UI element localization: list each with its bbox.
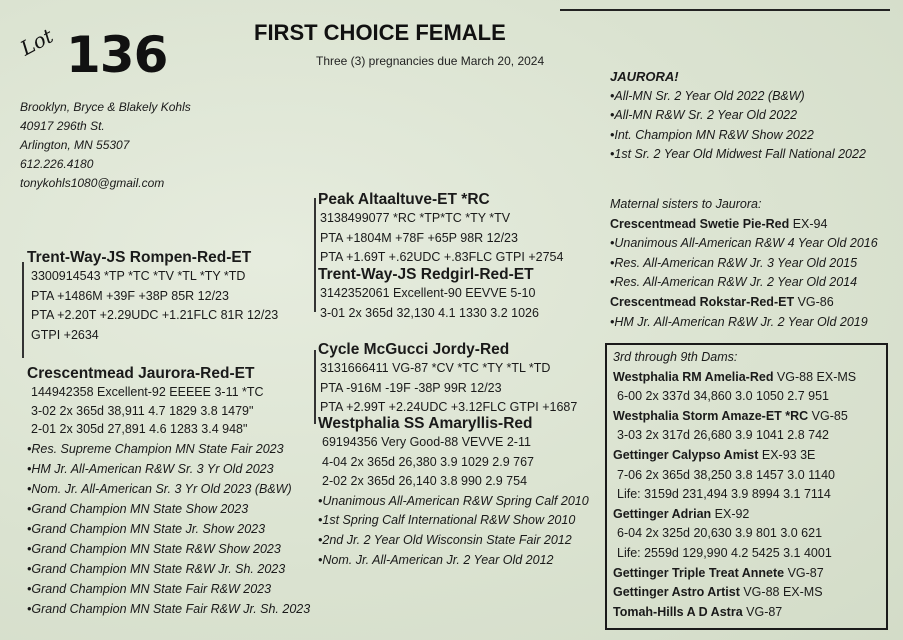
dam-ancestor-score: VG-85 <box>808 408 848 423</box>
page-subtitle: Three (3) pregnancies due March 20, 2024 <box>316 54 545 68</box>
pedigree-connector <box>314 198 316 312</box>
sire-block <box>27 248 278 345</box>
dam-entry <box>613 505 856 525</box>
sister-name: Crescentmead Swetie Pie-Red <box>610 216 790 231</box>
dam-entry <box>613 368 856 388</box>
page-title: FIRST CHOICE FEMALE <box>254 20 506 45</box>
dam-honor: •Grand Champion MN State Show 2023 <box>27 501 249 516</box>
dam-sire-block <box>318 340 577 418</box>
sire-line: 3300914543 *TP *TC *TV *TL *TY *TD <box>31 269 246 283</box>
dam-entry <box>613 583 856 603</box>
sire-line: PTA +1486M +39F +38P 85R 12/23 <box>31 288 229 303</box>
dam-ancestor-name: Gettinger Astro Artist <box>613 585 740 600</box>
jaurora-title: JAURORA! <box>610 69 679 84</box>
dam-honor: •Nom. Jr. All-American Sr. 3 Yr Old 2023 (B&W) <box>27 481 292 496</box>
sire-sire-name: Peak Altaaltuve-ET *RC <box>318 191 490 208</box>
sire-name: Trent-Way-JS Rompen-Red-ET <box>27 249 252 266</box>
dam-ancestor-name: Westphalia Storm Amaze-ET *RC <box>613 408 809 423</box>
dam-dam-honor: •1st Spring Calf International R&W Show 2010 <box>318 513 576 528</box>
sire-sire-line: PTA +1.69T +.62UDC +.83FLC GTPI +2754 <box>320 250 564 265</box>
dam-sire-name: Cycle McGucci Jordy-Red <box>318 341 510 358</box>
dam-ancestor-record: Life: 2559d 129,990 4.2 5425 3.1 4001 <box>617 545 832 560</box>
dam-honor: •Grand Champion MN State Fair R&W Jr. Sh. 2023 <box>27 601 311 616</box>
sisters-title: Maternal sisters to Jaurora: <box>610 197 762 211</box>
dam-ancestor-record: 6-04 2x 325d 20,630 3.9 801 3.0 621 <box>617 526 823 541</box>
sister-name: Crescentmead Rokstar-Red-ET <box>610 294 795 309</box>
sire-dam-name: Trent-Way-JS Redgirl-Red-ET <box>318 266 534 283</box>
owner-block <box>20 98 191 193</box>
jaurora-item: •1st Sr. 2 Year Old Midwest Fall National 2022 <box>610 147 866 162</box>
dam-entry <box>613 407 856 427</box>
sister-honor: •HM Jr. All-American R&W Jr. 2 Year Old 2019 <box>610 314 868 329</box>
dam-honor: •Grand Champion MN State Jr. Show 2023 <box>27 521 266 536</box>
dam-honor: •HM Jr. All-American R&W Sr. 3 Yr Old 2023 <box>27 461 274 476</box>
dam-honor: •Grand Champion MN State Fair R&W 2023 <box>27 581 272 596</box>
sister-honor: •Res. All-American R&W Jr. 3 Year Old 2015 <box>610 255 858 270</box>
sister-honor: •Res. All-American R&W Jr. 2 Year Old 2014 <box>610 275 858 290</box>
dam-dam-line: 4-04 2x 365d 26,380 3.9 1029 2.9 767 <box>322 454 534 469</box>
sire-line: PTA +2.20T +2.29UDC +1.21FLC 81R 12/23 <box>31 308 279 323</box>
dam-dam-honor: •Nom. Jr. All-American Jr. 2 Year Old 2012 <box>318 552 554 567</box>
sire-line: GTPI +2634 <box>31 327 99 342</box>
top-rule <box>560 9 890 11</box>
dam-ancestor-record: 7-06 2x 365d 38,250 3.8 1457 3.0 1140 <box>617 467 836 482</box>
jaurora-item: •Int. Champion MN R&W Show 2022 <box>610 127 814 142</box>
dam-ancestor-score: VG-87 <box>742 604 783 619</box>
dam-honor: •Grand Champion MN State R&W Show 2023 <box>27 541 281 556</box>
dams-title: 3rd through 9th Dams: <box>613 350 738 364</box>
dam-name: Crescentmead Jaurora-Red-ET <box>27 365 255 382</box>
dam-ancestor-name: Gettinger Triple Treat Annete <box>613 565 785 580</box>
sire-sire-line: PTA +1804M +78F +65P 98R 12/23 <box>320 230 518 245</box>
dam-ancestor-record: Life: 3159d 231,494 3.9 8994 3.1 7114 <box>617 487 831 502</box>
dam-sire-line: 3131666411 VG-87 *CV *TC *TY *TL *TD <box>320 361 551 375</box>
dam-block <box>27 364 310 619</box>
dam-ancestor-name: Gettinger Adrian <box>613 506 712 521</box>
sire-dam-block <box>318 265 539 323</box>
sire-dam-line: 3-01 2x 365d 32,130 4.1 1330 3.2 1026 <box>320 305 539 320</box>
dam-ancestor-name: Westphalia RM Amelia-Red <box>613 369 774 384</box>
dam-ancestor-score: VG-88 EX-MS <box>739 585 823 600</box>
maternal-sisters-block <box>610 195 878 332</box>
owner-line: 612.226.4180 <box>20 157 94 171</box>
dam-ancestor-record: 3-03 2x 317d 26,680 3.9 1041 2.8 742 <box>617 428 829 443</box>
sire-dam-line: 3142352061 Excellent-90 EEVVE 5-10 <box>320 286 536 300</box>
sister-score: VG-86 <box>794 294 834 309</box>
jaurora-item: •All-MN Sr. 2 Year Old 2022 (B&W) <box>610 88 805 103</box>
sire-sire-block <box>318 190 563 268</box>
owner-line: 40917 296th St. <box>20 119 105 133</box>
ancestor-dams-list <box>613 348 856 622</box>
dam-ancestor-name: Gettinger Calypso Amist <box>613 447 759 462</box>
dam-ancestor-score: EX-93 3E <box>758 447 816 462</box>
jaurora-block <box>610 67 866 165</box>
dam-ancestor-score: VG-88 EX-MS <box>773 369 857 384</box>
dam-entry <box>613 603 856 623</box>
dam-ancestor-name: Tomah-Hills A D Astra <box>613 604 743 619</box>
dam-dam-block <box>318 414 589 570</box>
owner-line: Brooklyn, Bryce & Blakely Kohls <box>20 100 191 114</box>
dam-entry <box>613 564 856 584</box>
dam-honor: •Grand Champion MN State R&W Jr. Sh. 2023 <box>27 561 286 576</box>
dam-dam-line: 2-02 2x 365d 26,140 3.8 990 2.9 754 <box>322 474 528 489</box>
pedigree-connector <box>22 262 24 358</box>
sister-entry <box>610 293 878 313</box>
dam-dam-line: 69194356 Very Good-88 VEVVE 2-11 <box>322 435 531 449</box>
sister-honor: •Unanimous All-American R&W 4 Year Old 2016 <box>610 236 878 251</box>
pedigree-connector <box>314 350 316 424</box>
lot-label: Lot <box>16 23 58 61</box>
dam-line: 3-02 2x 365d 38,911 4.7 1829 3.8 1479" <box>31 403 254 418</box>
dam-dam-name: Westphalia SS Amaryllis-Red <box>318 415 533 432</box>
sister-entry <box>610 215 878 235</box>
dam-line: 144942358 Excellent-92 EEEEE 3-11 *TC <box>31 385 264 399</box>
sister-score: EX-94 <box>789 216 828 231</box>
jaurora-item: •All-MN R&W Sr. 2 Year Old 2022 <box>610 108 798 123</box>
dam-ancestor-score: VG-87 <box>784 565 824 580</box>
dam-sire-line: PTA -916M -19F -38P 99R 12/23 <box>320 380 502 395</box>
dam-dam-honor: •Unanimous All-American R&W Spring Calf 2010 <box>318 493 589 508</box>
dam-honor: •Res. Supreme Champion MN State Fair 2023 <box>27 441 284 456</box>
dam-ancestor-record: 6-00 2x 337d 34,860 3.0 1050 2.7 951 <box>617 389 829 404</box>
dam-line: 2-01 2x 305d 27,891 4.6 1283 3.4 948" <box>31 422 248 436</box>
lot-number: 136 <box>66 26 168 84</box>
dam-dam-honor: •2nd Jr. 2 Year Old Wisconsin State Fair 2012 <box>318 532 572 547</box>
owner-line: Arlington, MN 55307 <box>20 138 130 152</box>
dam-ancestor-score: EX-92 <box>711 506 750 521</box>
dam-sire-line: PTA +2.99T +2.24UDC +3.12FLC GTPI +1687 <box>320 400 578 415</box>
dam-entry <box>613 446 856 466</box>
owner-email: tonykohls1080@gmail.com <box>20 176 165 190</box>
sire-sire-line: 3138499077 *RC *TP*TC *TY *TV <box>320 211 511 225</box>
